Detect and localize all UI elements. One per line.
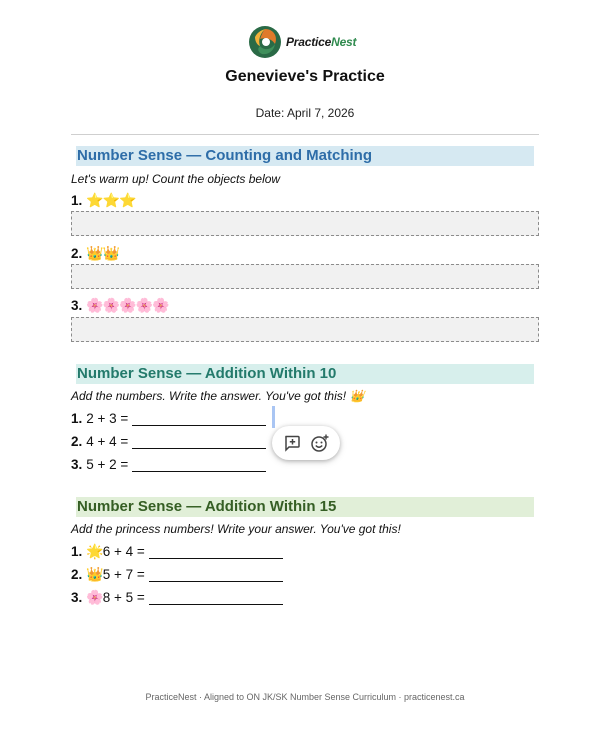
question-number: 3. xyxy=(71,297,83,313)
question-2 xyxy=(71,565,283,583)
answer-line[interactable] xyxy=(149,567,283,582)
brand-logo xyxy=(248,25,356,59)
answer-box[interactable] xyxy=(71,317,539,342)
star-icons: ⭐⭐⭐ xyxy=(86,191,136,208)
question-3 xyxy=(71,588,283,606)
equation-text: 4 + 4 = xyxy=(86,433,129,449)
question-number: 2. xyxy=(71,433,83,449)
question-3 xyxy=(71,296,168,314)
glowing-star-icon: 🌟 xyxy=(86,542,103,559)
page-footer: PracticeNest · Aligned to ON JK/SK Number Sense Curriculum · practicenest.ca xyxy=(145,692,465,702)
question-2 xyxy=(71,432,266,450)
equation-text: 6 + 4 = xyxy=(102,543,145,559)
answer-line[interactable] xyxy=(149,544,283,559)
question-1 xyxy=(71,409,266,427)
emoji-reaction-icon xyxy=(310,433,330,453)
answer-line[interactable] xyxy=(132,411,266,426)
question-1 xyxy=(71,191,136,209)
equation-text: 5 + 7 = xyxy=(102,566,145,582)
question-1 xyxy=(71,542,283,560)
flower-icons: 🌸🌸🌸🌸🌸 xyxy=(86,296,169,313)
question-number: 1. xyxy=(71,192,83,208)
answer-line[interactable] xyxy=(132,457,266,472)
page-title: Genevieve's Practice xyxy=(225,68,385,85)
flower-icon: 🌸 xyxy=(86,588,103,605)
crown-icon: 👑 xyxy=(86,565,103,582)
question-number: 1. xyxy=(71,543,83,559)
question-number: 3. xyxy=(71,456,83,472)
brand-wordmark: PracticeNest xyxy=(286,35,357,49)
answer-line[interactable] xyxy=(132,434,266,449)
emoji-reaction-button[interactable] xyxy=(308,431,332,455)
section-heading-addition-10: Number Sense — Addition Within 10 xyxy=(76,364,534,384)
section-heading-addition-15: Number Sense — Addition Within 15 xyxy=(76,497,534,517)
answer-box[interactable] xyxy=(71,264,539,289)
answer-box[interactable] xyxy=(71,211,539,236)
header-divider xyxy=(71,134,539,135)
answer-line[interactable] xyxy=(149,590,283,605)
question-number: 3. xyxy=(71,589,83,605)
section-instruction: Let's warm up! Count the objects below xyxy=(71,172,281,186)
section-heading-counting: Number Sense — Counting and Matching xyxy=(76,146,534,166)
section-instruction: Add the princess numbers! Write your answer. You've got this! xyxy=(71,522,401,536)
logo-swirl-icon xyxy=(248,25,282,59)
text-cursor-highlight xyxy=(272,406,275,428)
equation-text: 2 + 3 = xyxy=(86,410,129,426)
equation-text: 8 + 5 = xyxy=(102,589,145,605)
question-2 xyxy=(71,244,119,262)
section-instruction: Add the numbers. Write the answer. You've got this! 👑 xyxy=(71,389,365,403)
equation-text: 5 + 2 = xyxy=(86,456,129,472)
worksheet-date: Date: April 7, 2026 xyxy=(255,106,355,120)
question-number: 1. xyxy=(71,410,83,426)
add-comment-icon xyxy=(283,434,301,452)
crown-icons: 👑👑 xyxy=(86,244,120,261)
floating-toolbar xyxy=(272,426,340,460)
question-number: 2. xyxy=(71,566,83,582)
add-comment-button[interactable] xyxy=(280,431,304,455)
question-3 xyxy=(71,455,266,473)
question-number: 2. xyxy=(71,245,83,261)
